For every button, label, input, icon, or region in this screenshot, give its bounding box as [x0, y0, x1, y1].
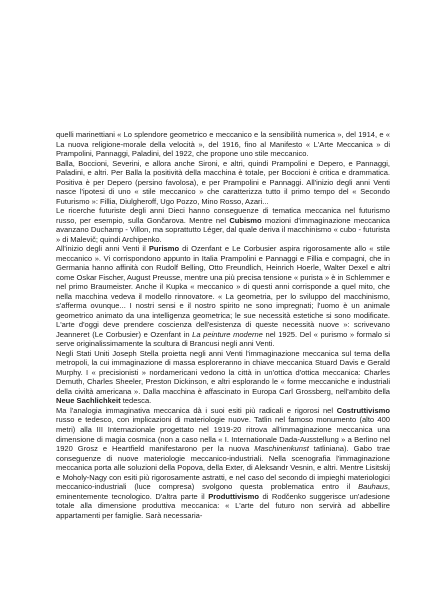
body-text	[56, 130, 390, 520]
text-run: All'inizio degli anni Venti il	[56, 244, 149, 254]
text-run: quelli marinettiani « Lo splendore geometrico e meccanico e la sensibilità numerica », del 1914, e « La nuova religione-morale della velocità », del 1916, fino al Manifesto « L'Arte Meccanica » di Prampolini, Pannaggi, Paladini, del 1922, che propone uno stile meccanico.	[56, 130, 390, 159]
paragraph-5	[56, 349, 390, 406]
paragraph-2	[56, 159, 390, 207]
paragraph-3	[56, 206, 390, 244]
text-run: Negli Stati Uniti Joseph Stella proietta negli anni Venti l'immaginazione meccanica sul tema della metropoli, la cui immaginazione di massa esploreranno in chiave meccanica Stuard Davis e Gerald Murphy. I « precisionisti » nordamericani vedono la città in un'ottica d'ottica meccanica: Charles Demuth, Charles Sheeler, Preston Dickinson, e altri esplorando le « forme meccaniche e industriali della civiltà americana ». Dalla macchina è affascinato in Europa Carl Grossberg, nell'ambito della	[56, 348, 390, 396]
text-run: Ma l'analogia immaginativa meccanica dà i suoi esiti più radicali e rigorosi nel	[56, 405, 337, 415]
emphasis-term: Neue Sachlichkeit	[56, 396, 121, 406]
text-run: nel 1925. Del « purismo » formalo si serve originalissimamente la scultura di Brancusi negli anni Venti.	[56, 329, 391, 349]
paragraph-4	[56, 244, 390, 349]
emphasis-term: Bauhaus	[358, 482, 388, 492]
emphasis-term: Purismo	[148, 244, 180, 254]
text-run: , eminentemente tecnologico. D'altra parte il	[56, 482, 390, 501]
text-run: tedesca.	[120, 396, 152, 406]
emphasis-term: Maschinenkunst	[254, 444, 309, 454]
text-run: Balla, Boccioni, Severini, e allora anche Sironi, e altri, quindi Prampolini e Depero, e Pannaggi, Paladini, e altri. Per Balla la positività della macchina è totale, per Boccioni è critica e drammatica. Positiva è per Depero (persino favolosa), e per Prampolini e Pannaggi. All'inizio degli anni Venti nasce l'ipotesi di uno « stile meccanico » che caratterizza tutto il primo tempo del « Secondo Futurismo »: Fillia, Diulgheroff, Ugo Pozzo, Mino Rosso, Azari...	[56, 158, 390, 206]
text-run: Le ricerche futuriste degli anni Dieci hanno conseguenze di tematica meccanica nel futurismo russo, per esempio, sulla Gončarova. Mentre nel	[56, 206, 390, 225]
paragraph-1	[56, 130, 390, 159]
text-run: di Ozenfant e Le Corbusier aspira rigorosamente allo « stile meccanico ». Vi corrispondono appunto in Italia Prampolini e Pannaggi e Fillia e compagni, che in Germania hanno affinità con Rudolf Belling, Otto Freundlich, Heinrich Hoerle, Walter Dexel e altri come Oskar Fischer, August Preusse, mentre una più precisa tensione « purista » è in Schlemmer e nel primo Braumeister. Anche il Kupka « meccanico » di questi anni corrisponde a quel mito, che nella macchina vedeva il modello rinnovatore. « La geometria, per lo sviluppo del macchinismo, s'afferma ovunque... I nostri sensi e il nostro spirito ne sono impregnati; l'uomo è un animale geometrico animato da una intelligenza geometrica; le sue necessità estetiche si sono modificate. L'arte d'oggi deve prendere coscienza dell'esistenza di queste necessità nuove »: scrivevano Jeanneret (Le Corbusier) e Ozenfant in	[56, 244, 390, 339]
text-run: russo e tedesco, con implicazioni di materiologie nuove. Tatlin nel famoso monumento (alto 400 metri) alla III Internazionale progettato nel 1919-20 ritrova all'immaginazione meccanica una dimensione di magia cosmica (non a caso nella « I. Internationale Dada-Ausstellung » a Berlino nel 1920 Grosz e Heartfield manifestarono per la nuova	[56, 415, 390, 454]
emphasis-term: Produttivismo	[208, 491, 259, 501]
paragraph-6	[56, 406, 390, 520]
emphasis-term: Cubismo	[229, 215, 262, 225]
text-run: tatliniana). Gabo trae conseguenze di nuove materiologie meccanico-industriali. Nella scenografia l'immaginazione meccanica porta alle soluzioni della Popova, della Exter, di Aleksandr Vesnin, e altri. Mentre Lisitskij e Moholy-Nagy con esiti più rigorosamente astratti, e nel caso del secondo di impieghi materiologici meccanico-industriali (luce compresa) svolgono questa problematica entro il	[56, 444, 390, 492]
text-run: di Rodčenko suggerisce un'adesione totale alla dimensione produttiva meccanica: « L'arte del futuro non servirà ad abbellire appartamenti per famiglie. Sarà necessaria-	[56, 491, 390, 520]
emphasis-term: La peinture moderne	[192, 329, 263, 339]
emphasis-term: Costruttivismo	[336, 405, 390, 415]
text-run: mozioni d'immaginazione meccanica avanzano Duchamp - Villon, ma soprattutto Léger, dal quale deriva il macchinismo « cubo - futurista » di Malevič; quindi Archipenko.	[56, 215, 390, 244]
